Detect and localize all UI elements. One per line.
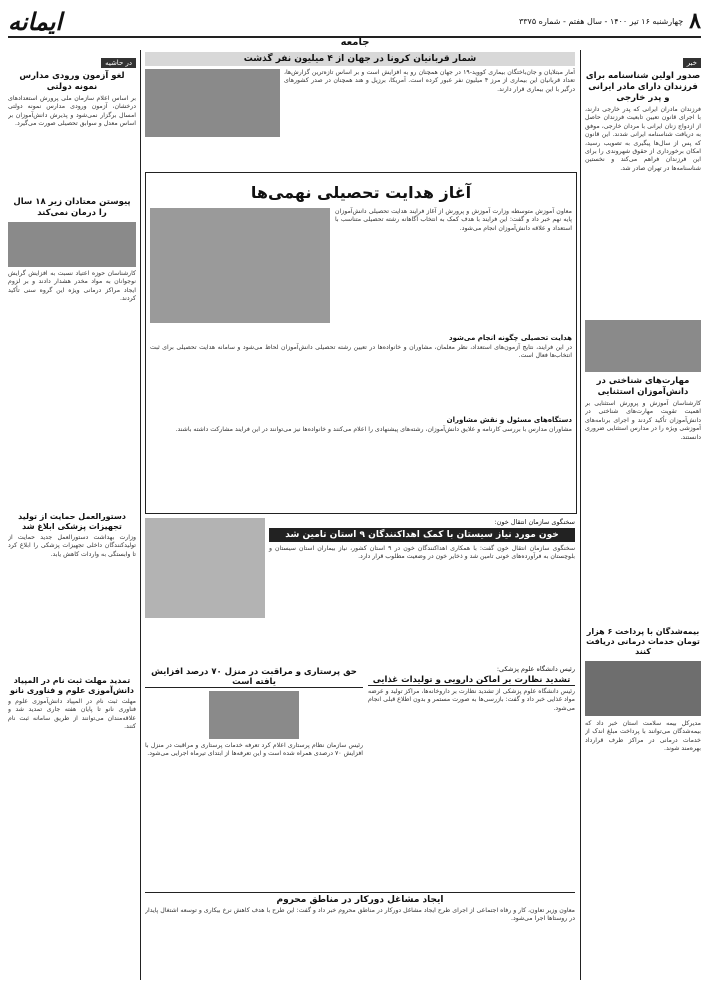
column-divider — [140, 50, 141, 980]
article-body: رئیس دانشگاه علوم پزشکی از تشدید نظارت بر داروخانه‌ها، مراکز تولید و عرضه مواد غذایی خبر داد و گفت: بازرسی‌ها به صورت مستمر و بدون اطلاع قبلی انجام می‌شود. — [368, 688, 575, 712]
page-number: ۸ — [689, 8, 701, 34]
section-title: جامعه — [340, 37, 370, 48]
news-tag: خبر — [683, 58, 701, 68]
headline: تمدید مهلت ثبت نام در المپیاد دانش‌آموزی علوم و فناوری نانو — [10, 676, 134, 695]
portrait-photo — [585, 661, 701, 716]
column-divider — [580, 50, 581, 980]
article-body: معاون وزیر تعاون، کار و رفاه اجتماعی از اجرای طرح ایجاد مشاغل دورکار در مناطق محروم خبر داد و گفت: این طرح با هدف کاهش نرخ بیکاری و توسعه اشتغال پایدار در روستاها اجرا می‌شود. — [145, 907, 575, 923]
headline: خون مورد نیاز سیستان با کمک اهداکنندگان ۹ استان تامین شد — [269, 528, 575, 542]
headline: دستورالعمل حمایت از تولید تجهیزات پزشکی ابلاغ شد — [18, 512, 126, 531]
main-story — [145, 172, 577, 514]
page-header — [8, 6, 701, 38]
kicker: سخنگوی سازمان انتقال خون: — [494, 518, 575, 526]
corona-story — [145, 50, 575, 168]
article-body: وزارت بهداشت دستورالعمل جدید حمایت از تولیدکنندگان داخلی تجهیزات پزشکی را ابلاغ کرد تا وابستگی به واردات کاهش یابد. — [8, 534, 136, 558]
article-photo — [8, 222, 136, 267]
article-body: فرزندان مادران ایرانی که پدر خارجی دارند، با اجرای قانون تعیین تابعیت فرزندان حاصل از ازدواج زنان ایرانی با مردان خارجی، موفق به دریافت شناسنامه ایرانی شدند. این قانون که پس از سال‌ها پیگیری به تصویب رسید، امکان برخورداری از حقوق شهروندی را برای این فرزندان فراهم می‌کند و نخستین شناسنامه‌ها در تهران صادر شد. — [585, 106, 701, 172]
main-headline: آغاز هدایت تحصیلی نهمی‌ها — [250, 183, 472, 202]
subheading: هدایت تحصیلی چگونه انجام می‌شود — [449, 334, 572, 342]
subheading: دستگاه‌های مسئول و نقش مشاوران — [446, 416, 572, 424]
left-column — [8, 50, 136, 980]
article-body: کارشناسان آموزش و پرورش استثنایی بر اهمیت تقویت مهارت‌های شناختی در دانش‌آموزان تأکید کردند و اجرای برنامه‌های آموزشی ویژه را در مدارس استثنایی ضروری دانستند. — [585, 400, 701, 441]
headline: حق پرستاری و مراقبت در منزل ۷۰ درصد افزایش یافته است — [145, 667, 363, 688]
headline: پیوستن معتادان زیر ۱۸ سال را درمان نمی‌کند — [13, 197, 131, 218]
article-body: معاون آموزش متوسطه وزارت آموزش و پرورش از آغاز فرایند هدایت تحصیلی دانش‌آموزان پایه نهم خبر داد و گفت: این فرایند با هدف کمک به انتخاب آگاهانه رشته تحصیلی متناسب با استعداد و علاقه دانش‌آموزان انجام می‌شود. — [335, 208, 572, 232]
food-story — [368, 665, 575, 885]
article-body: آمار مبتلایان و جان‌باختگان بیماری کووید-۱۹ در جهان همچنان رو به افزایش است و بر اساس تازه‌ترین گزارش‌ها، تعداد قربانیان این بیماری از مرز ۴ میلیون نفر عبور کرده است. آمریکا، برزیل و هند همچنان در صدر کشورهای درگیر با این بیماری قرار دارند. — [284, 69, 575, 93]
headline: لغو آزمون ورودی مدارس نمونه دولتی — [19, 71, 125, 92]
nurse-photo — [209, 691, 299, 739]
article-body: سخنگوی سازمان انتقال خون گفت: با همکاری اهداکنندگان خون در ۹ استان کشور، نیاز بیماران استان سیستان و بلوچستان به فرآورده‌های خونی تامین شد و ذخایر خون در وضعیت مطلوب قرار دارد. — [269, 545, 575, 561]
article-photo — [585, 320, 701, 372]
article-body: رئیس سازمان نظام پرستاری اعلام کرد تعرفه خدمات پرستاری و مراقبت در منزل با افزایش ۷۰ درصدی همراه شده است و این تعرفه‌ها از ابتدای تیرماه اجرایی می‌شود. — [145, 742, 363, 758]
news-tag: در حاشیه — [101, 58, 136, 68]
headline: ایجاد مشاغل دورکار در مناطق محروم — [145, 892, 575, 905]
headline: شمار قربانیان کرونا در جهان از ۴ میلیون نفر گذشت — [145, 52, 575, 66]
newspaper-logo: ایمانه — [8, 6, 63, 36]
headline: تشدید نظارت بر اماکن دارویی و تولیدات غذایی — [368, 675, 575, 686]
article-body: مهلت ثبت نام در المپیاد دانش‌آموزی علوم و فناوری نانو تا پایان هفته جاری تمدید شد و علاقه‌مندان می‌توانند از طریق سامانه ثبت نام کنند. — [8, 698, 136, 731]
blood-donation-photo — [145, 518, 265, 618]
article-body: کارشناسان حوزه اعتیاد نسبت به افزایش گرایش نوجوانان به مواد مخدر هشدار دادند و بر لزوم ایجاد مراکز درمانی ویژه این گروه سنی تأکید کردند. — [8, 270, 136, 303]
headline: مهارت‌های شناختی در دانش‌آموزان استثنایی — [596, 376, 690, 397]
classroom-photo — [150, 208, 330, 323]
headline: صدور اولین شناسنامه برای فرزندان دارای مادر ایرانی و پدر خارجی — [585, 71, 701, 103]
article-body: مشاوران مدارس با بررسی کارنامه و علایق دانش‌آموزان، رشته‌های پیشنهادی را اعلام می‌کنند و خانواده‌ها نیز می‌توانند در این فرایند مشارکت داشته باشند. — [175, 426, 572, 433]
article-body: بر اساس اعلام سازمان ملی پرورش استعدادهای درخشان، آزمون ورودی مدارس نمونه دولتی امسال برگزار نمی‌شود و پذیرش دانش‌آموزان بر اساس معدل و سوابق تحصیلی صورت می‌گیرد. — [8, 95, 136, 128]
headline: بیمه‌شدگان با پرداخت ۶ هزار تومان خدمات درمانی دریافت کنند — [586, 627, 700, 656]
article-body: مدیرکل بیمه سلامت استان خبر داد که بیمه‌شدگان می‌توانند با پرداخت مبلغ اندک از خدمات درمانی در مراکز طرف قرارداد بهره‌مند شوند. — [585, 720, 701, 753]
article-body: در این فرایند، نتایج آزمون‌های استعداد، نظر معلمان، مشاوران و خانواده‌ها در تعیین رشته تحصیلی دانش‌آموزان لحاظ می‌شود و سامانه هدایت تحصیلی برای ثبت انتخاب‌ها فعال است. — [150, 344, 572, 360]
nursing-story — [145, 665, 363, 885]
kicker: رئیس دانشگاه علوم پزشکی: — [496, 665, 575, 673]
right-column — [585, 50, 701, 980]
remote-work-story — [145, 890, 575, 980]
hospital-photo — [145, 69, 280, 137]
blood-story — [145, 518, 575, 658]
dateline: چهارشنبه ۱۶ تیر ۱۴۰۰ - سال هفتم - شماره ۳۳۷۵ — [518, 16, 684, 26]
